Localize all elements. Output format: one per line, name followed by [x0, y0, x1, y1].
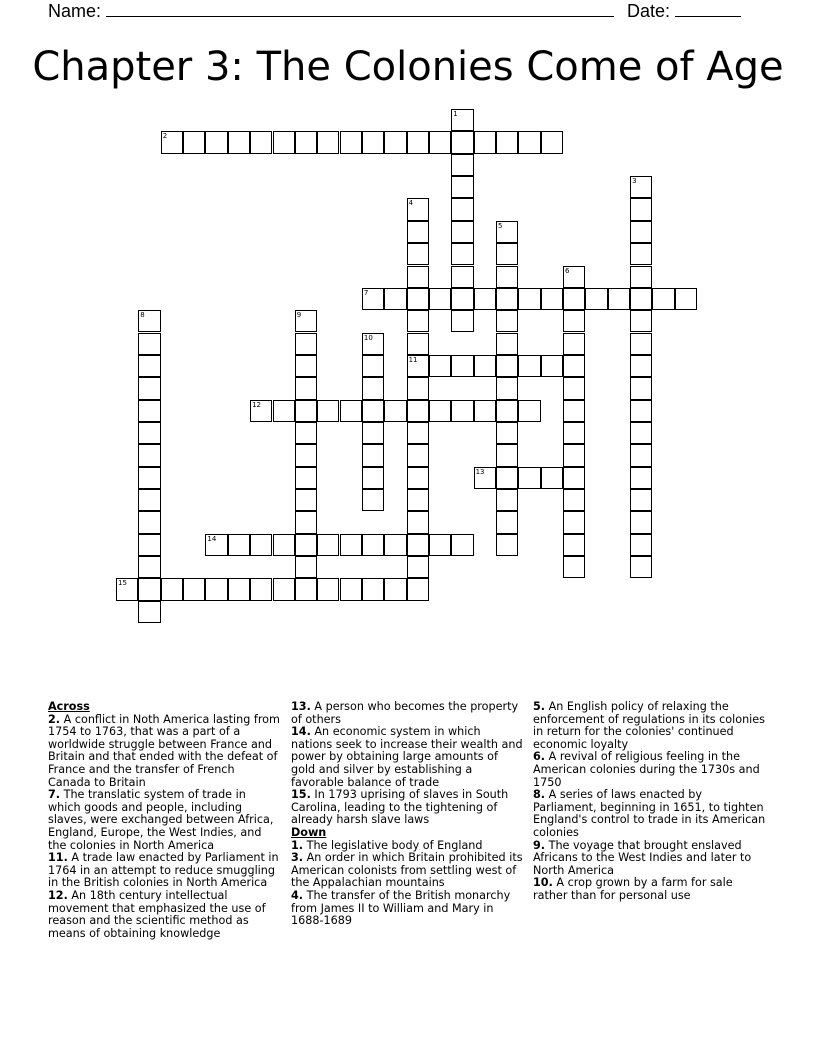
- grid-cell[interactable]: [138, 578, 160, 600]
- grid-cell[interactable]: [563, 310, 585, 332]
- grid-cell[interactable]: [362, 444, 384, 466]
- grid-cell[interactable]: [273, 534, 295, 556]
- grid-cell[interactable]: [451, 288, 473, 310]
- grid-cell[interactable]: [384, 288, 406, 310]
- grid-cell[interactable]: [563, 511, 585, 533]
- grid-cell[interactable]: [630, 444, 652, 466]
- grid-cell[interactable]: [563, 400, 585, 422]
- grid-cell[interactable]: [563, 288, 585, 310]
- grid-cell[interactable]: [138, 310, 160, 332]
- grid-cell[interactable]: [407, 489, 429, 511]
- grid-cell[interactable]: [295, 578, 317, 600]
- clue-down-9: 9. The voyage that brought enslaved Africans to the West Indies and later to North America: [533, 838, 752, 877]
- grid-cell[interactable]: [295, 355, 317, 377]
- grid-cell[interactable]: [429, 288, 451, 310]
- grid-cell[interactable]: [407, 377, 429, 399]
- grid-cell[interactable]: [295, 310, 317, 332]
- grid-cell[interactable]: [474, 467, 496, 489]
- clue-down-5: 5. An English policy of relaxing the enforcement of regulations in its colonies in return for the colonies' continued economic loyalty: [533, 700, 765, 751]
- page-title: Chapter 3: The Colonies Come of Age: [32, 44, 784, 90]
- grid-cell[interactable]: [362, 534, 384, 556]
- grid-number: 3: [632, 177, 637, 186]
- grid-cell[interactable]: [362, 333, 384, 355]
- grid-cell[interactable]: [496, 355, 518, 377]
- grid-cell[interactable]: [183, 131, 205, 153]
- grid-cell[interactable]: [496, 400, 518, 422]
- clue-across-7: 7. The translatic system of trade in which goods and people, including slaves, were exchanged between Africa, England, Europe, the West Indies, and the colonies in North America: [48, 788, 274, 852]
- grid-cell[interactable]: [384, 131, 406, 153]
- grid-cell[interactable]: [630, 355, 652, 377]
- grid-cell[interactable]: [340, 400, 362, 422]
- grid-cell[interactable]: [451, 400, 473, 422]
- grid-cell[interactable]: [317, 400, 339, 422]
- grid-cell[interactable]: [362, 131, 384, 153]
- grid-cell[interactable]: [451, 266, 473, 288]
- grid-cell[interactable]: [630, 400, 652, 422]
- grid-cell[interactable]: [451, 221, 473, 243]
- grid-cell[interactable]: [295, 556, 317, 578]
- grid-cell[interactable]: [541, 131, 563, 153]
- grid-cell[interactable]: [250, 534, 272, 556]
- grid-number: 6: [565, 266, 570, 275]
- grid-cell[interactable]: [205, 131, 227, 153]
- grid-cell[interactable]: [608, 288, 630, 310]
- grid-cell[interactable]: [138, 422, 160, 444]
- grid-cell[interactable]: [273, 578, 295, 600]
- grid-number: 10: [363, 333, 373, 342]
- grid-cell[interactable]: [630, 377, 652, 399]
- grid-number: 7: [363, 288, 369, 297]
- grid-cell[interactable]: [317, 534, 339, 556]
- grid-cell[interactable]: [407, 243, 429, 265]
- grid-cell[interactable]: [451, 310, 473, 332]
- grid-cell[interactable]: [429, 534, 451, 556]
- grid-cell[interactable]: [630, 243, 652, 265]
- clue-down-6: 6. A revival of religious feeling in the American colonies during the 1730s and 1750: [533, 750, 760, 789]
- grid-cell[interactable]: [317, 131, 339, 153]
- grid-cell[interactable]: [496, 333, 518, 355]
- grid-cell[interactable]: [630, 176, 652, 198]
- grid-cell[interactable]: [407, 221, 429, 243]
- grid-cell[interactable]: [273, 400, 295, 422]
- grid-cell[interactable]: [496, 489, 518, 511]
- grid-cell[interactable]: [138, 489, 160, 511]
- grid-cell[interactable]: [228, 534, 250, 556]
- grid-cell[interactable]: [407, 578, 429, 600]
- grid-cell[interactable]: [205, 578, 227, 600]
- grid-cell[interactable]: [541, 467, 563, 489]
- grid-cell[interactable]: [250, 131, 272, 153]
- grid-cell[interactable]: [183, 578, 205, 600]
- grid-cell[interactable]: [340, 578, 362, 600]
- clue-down-8: 8. A series of laws enacted by Parliament, beginning in 1651, to tighten England's control to trade in its American colonies: [533, 788, 766, 839]
- grid-cell[interactable]: [518, 288, 540, 310]
- clue-across-13: 13. A person who becomes the property of others: [291, 700, 519, 726]
- grid-cell[interactable]: [429, 131, 451, 153]
- grid-cell[interactable]: [138, 377, 160, 399]
- grid-cell[interactable]: [295, 333, 317, 355]
- clue-across-11: 11. A trade law enacted by Parliament in 1764 in an attempt to reduce smuggling in the British colonies in North America: [48, 851, 279, 890]
- grid-cell[interactable]: [541, 288, 563, 310]
- grid-cell[interactable]: [250, 400, 272, 422]
- grid-cell[interactable]: [295, 444, 317, 466]
- clue-down-3: 3. An order in which Britain prohibited its American colonists from settling west of the Appalachian mountains: [291, 851, 523, 890]
- grid-cell[interactable]: [407, 266, 429, 288]
- grid-cell[interactable]: [518, 467, 540, 489]
- grid-cell[interactable]: [340, 534, 362, 556]
- grid-cell[interactable]: [496, 377, 518, 399]
- grid-cell[interactable]: [496, 422, 518, 444]
- grid-cell[interactable]: [451, 176, 473, 198]
- grid-cell[interactable]: [630, 266, 652, 288]
- grid-cell[interactable]: [496, 511, 518, 533]
- grid-cell[interactable]: [563, 489, 585, 511]
- grid-cell[interactable]: [362, 400, 384, 422]
- grid-cell[interactable]: [451, 198, 473, 220]
- grid-cell[interactable]: [407, 310, 429, 332]
- grid-cell[interactable]: [384, 578, 406, 600]
- grid-cell[interactable]: [563, 377, 585, 399]
- grid-cell[interactable]: [563, 333, 585, 355]
- grid-cell[interactable]: [496, 534, 518, 556]
- grid-number: 13: [475, 467, 485, 476]
- grid-cell[interactable]: [295, 489, 317, 511]
- clue-across-15: 15. In 1793 uprising of slaves in South Carolina, leading to the tightening of already harsh slave laws: [291, 788, 509, 827]
- grid-cell[interactable]: [630, 333, 652, 355]
- grid-cell[interactable]: [630, 467, 652, 489]
- clue-column-1: [48, 701, 280, 940]
- grid-cell[interactable]: [474, 288, 496, 310]
- grid-cell[interactable]: [138, 400, 160, 422]
- grid-cell[interactable]: [630, 198, 652, 220]
- grid-number: 12: [252, 400, 262, 409]
- grid-cell[interactable]: [429, 355, 451, 377]
- grid-cell[interactable]: [563, 422, 585, 444]
- grid-number: 9: [296, 311, 302, 320]
- grid-cell[interactable]: [630, 221, 652, 243]
- grid-number: 15: [118, 579, 127, 588]
- grid-cell[interactable]: [407, 198, 429, 220]
- grid-cell[interactable]: [138, 444, 160, 466]
- grid-cell[interactable]: [451, 154, 473, 176]
- grid-cell[interactable]: [384, 400, 406, 422]
- grid-cell[interactable]: [295, 400, 317, 422]
- grid-cell[interactable]: [496, 444, 518, 466]
- grid-cell[interactable]: [295, 422, 317, 444]
- grid-cell[interactable]: [138, 601, 160, 623]
- grid-cell[interactable]: [630, 310, 652, 332]
- grid-number: 8: [140, 311, 145, 320]
- grid-cell[interactable]: [205, 534, 227, 556]
- grid-number: 2: [162, 132, 168, 141]
- grid-cell[interactable]: [496, 288, 518, 310]
- grid-cell[interactable]: [518, 355, 540, 377]
- grid-cell[interactable]: [652, 288, 674, 310]
- grid-cell[interactable]: [161, 131, 183, 153]
- grid-cell[interactable]: [138, 534, 160, 556]
- grid-cell[interactable]: [585, 288, 607, 310]
- grid-cell[interactable]: [630, 489, 652, 511]
- grid-cell[interactable]: [273, 131, 295, 153]
- grid-number: 4: [408, 199, 414, 208]
- grid-cell[interactable]: [630, 422, 652, 444]
- grid-cell[interactable]: [518, 400, 540, 422]
- grid-cell[interactable]: [474, 355, 496, 377]
- grid-cell[interactable]: [362, 422, 384, 444]
- grid-cell[interactable]: [563, 534, 585, 556]
- grid-cell[interactable]: [451, 131, 473, 153]
- date-label: Date:: [627, 1, 671, 21]
- grid-cell[interactable]: [630, 511, 652, 533]
- grid-cell[interactable]: [116, 578, 138, 600]
- clue-across-12: 12. An 18th century intellectual movement that emphasized the use of reason and the scientific method as means of obtaining knowledge: [48, 888, 266, 940]
- grid-cell[interactable]: [317, 578, 339, 600]
- grid-cell[interactable]: [496, 131, 518, 153]
- grid-number: 5: [498, 221, 503, 230]
- grid-cell[interactable]: [496, 243, 518, 265]
- grid-cell[interactable]: [362, 355, 384, 377]
- grid-cell[interactable]: [138, 511, 160, 533]
- grid-cell[interactable]: [474, 131, 496, 153]
- grid-cell[interactable]: [563, 556, 585, 578]
- grid-cell[interactable]: [362, 467, 384, 489]
- grid-cell[interactable]: [496, 467, 518, 489]
- grid-cell[interactable]: [563, 355, 585, 377]
- grid-cell[interactable]: [407, 444, 429, 466]
- grid-cell[interactable]: [295, 131, 317, 153]
- grid-cell[interactable]: [630, 556, 652, 578]
- grid-cell[interactable]: [451, 243, 473, 265]
- grid-cell[interactable]: [518, 131, 540, 153]
- grid-cell[interactable]: [630, 534, 652, 556]
- grid-cell[interactable]: [407, 467, 429, 489]
- grid-cell[interactable]: [496, 266, 518, 288]
- grid-cell[interactable]: [340, 131, 362, 153]
- grid-cell[interactable]: [138, 467, 160, 489]
- grid-cell[interactable]: [362, 377, 384, 399]
- grid-cell[interactable]: [161, 578, 183, 600]
- grid-cell[interactable]: [451, 355, 473, 377]
- grid-cell[interactable]: [407, 422, 429, 444]
- grid-cell[interactable]: [407, 131, 429, 153]
- grid-cell[interactable]: [138, 333, 160, 355]
- clue-column-2: [291, 701, 525, 928]
- grid-cell[interactable]: [563, 266, 585, 288]
- grid-cell[interactable]: [630, 288, 652, 310]
- grid-cell[interactable]: [407, 288, 429, 310]
- clue-column-3: [533, 701, 769, 903]
- grid-number: 1: [453, 110, 458, 118]
- grid-number: 11: [408, 355, 418, 364]
- grid-cell[interactable]: [675, 288, 697, 310]
- grid-cell[interactable]: [228, 578, 250, 600]
- grid-cell[interactable]: [407, 333, 429, 355]
- name-label: Name:: [48, 1, 102, 21]
- grid-cell[interactable]: [496, 221, 518, 243]
- grid-cell[interactable]: [451, 534, 473, 556]
- grid-cell[interactable]: [541, 355, 563, 377]
- grid-cell[interactable]: [362, 489, 384, 511]
- grid-cell[interactable]: [496, 310, 518, 332]
- grid-cell[interactable]: [295, 534, 317, 556]
- grid-cell[interactable]: [407, 355, 429, 377]
- grid-cell[interactable]: [228, 131, 250, 153]
- clue-across-14: 14. An economic system in which nations seek to increase their wealth and power by obtaining large amounts of gold and silver by establishing a favorable balance of trade: [291, 725, 523, 789]
- clue-down-4: 4. The transfer of the British monarchy from James II to William and Mary in 1688-1689: [291, 888, 511, 928]
- grid-cell[interactable]: [362, 578, 384, 600]
- grid-cell[interactable]: [407, 556, 429, 578]
- across-heading: Across: [48, 700, 90, 713]
- grid-cell[interactable]: [563, 467, 585, 489]
- clue-down-1: 1. The legislative body of England: [291, 838, 483, 852]
- grid-cell[interactable]: [474, 400, 496, 422]
- grid-cell[interactable]: [429, 400, 451, 422]
- grid-cell[interactable]: [295, 467, 317, 489]
- grid-cell[interactable]: [407, 400, 429, 422]
- grid-cell[interactable]: [295, 377, 317, 399]
- grid-cell[interactable]: [250, 578, 272, 600]
- down-heading: Down: [291, 825, 327, 839]
- grid-cell[interactable]: [138, 556, 160, 578]
- grid-cell[interactable]: [138, 355, 160, 377]
- clue-across-2: 2. A conflict in Noth America lasting from 1754 to 1763, that was a part of a worldwide struggle between France and Britain and that ended with the defeat of France and the transfer of French Canada to Britain: [48, 712, 280, 789]
- grid-cell[interactable]: [384, 534, 406, 556]
- grid-number: 14: [207, 534, 217, 543]
- clue-down-10: 10. A crop grown by a farm for sale rather than for personal use: [533, 876, 733, 902]
- grid-cell[interactable]: [563, 444, 585, 466]
- grid-cell[interactable]: [362, 288, 384, 310]
- grid-cell[interactable]: [407, 534, 429, 556]
- grid-cell[interactable]: [295, 511, 317, 533]
- grid-cell[interactable]: [451, 109, 473, 131]
- grid-cell[interactable]: [407, 511, 429, 533]
